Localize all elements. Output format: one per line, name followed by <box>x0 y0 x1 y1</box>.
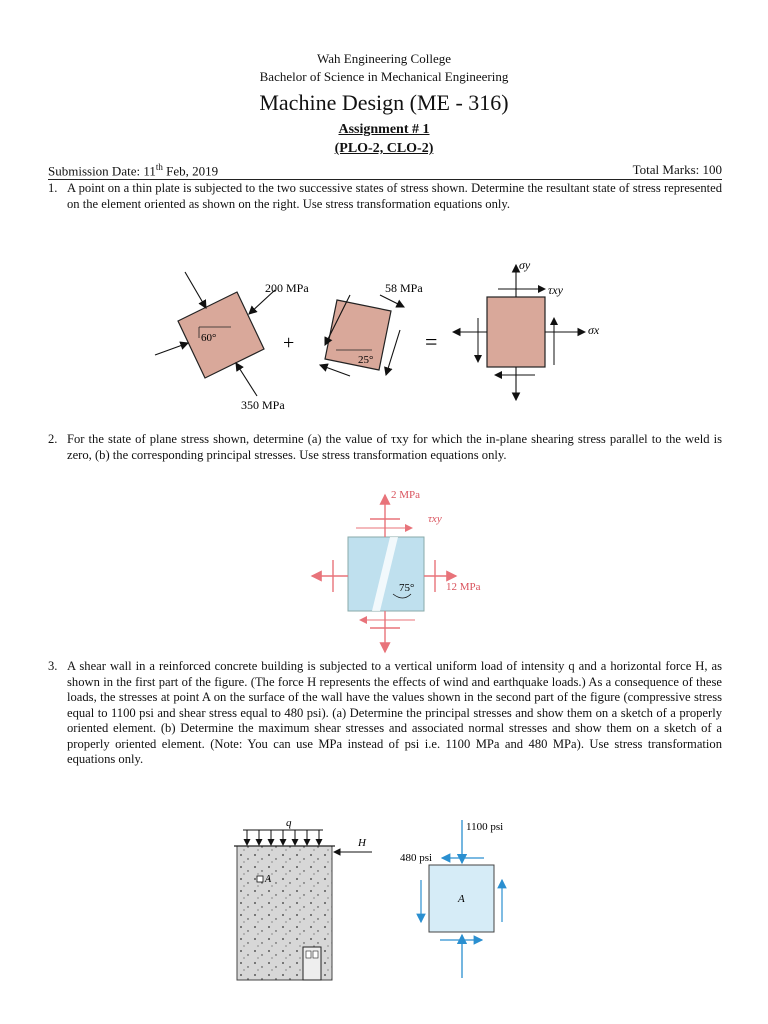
stress-element-middle <box>320 281 423 376</box>
label-480-psi: 480 psi <box>400 852 433 864</box>
q-label: q <box>286 817 292 829</box>
outcomes-label: (PLO-2, CLO-2) <box>334 141 434 156</box>
point-a-label: A <box>265 874 272 885</box>
equals-sign: = <box>425 329 438 354</box>
college-name: Wah Engineering College <box>317 51 451 66</box>
h-label: H <box>358 837 366 849</box>
submission-date: Submission Date: 11th Feb, 2019 <box>48 162 219 179</box>
shear-wall <box>234 817 372 980</box>
figure-3 <box>0 812 768 987</box>
svg-text:25°: 25° <box>358 354 374 366</box>
question-number: 2. <box>48 432 58 446</box>
question-text: A point on a thin plate is subjected to the two successive states of stress shown. Determine the resultant state of stress represented on the element oriented as shown on the right. Use stress transformation equations only. <box>67 181 722 211</box>
figure-1 <box>0 250 768 420</box>
sigma-y-label: σy <box>519 258 531 272</box>
label-1100-psi: 1100 psi <box>466 821 504 833</box>
plus-sign: + <box>283 332 295 354</box>
stress-element-right <box>453 258 600 400</box>
question-text: For the state of plane stress shown, determine (a) the value of τxy for which the in-plane shearing stress parallel to the weld is zero, (b) the corresponding principal stresses. Use stress transformation equations only. <box>67 432 722 462</box>
stress-element-a <box>400 820 503 978</box>
question-2 <box>48 432 722 463</box>
label-200-mpa: 200 MPa <box>265 281 309 295</box>
question-number: 3. <box>48 659 58 673</box>
question-text: A shear wall in a reinforced concrete building is subjected to a vertical uniform load of intensity q and a horizontal force H, as shown in the first part of the figure. (The force H represents the effects of wind and earthquake loads.) As a consequence of these loads, the stresses at point A on the surface of the wall have the values shown in the second part of the figure (compressive stress equal to 1100 psi and shear stress equal to 480 psi). (a) Determine the principal stresses and show them on a sketch of a properly oriented element. (b) Determine the maximum shear stresses and associated normal stresses and show them on a sketch of a properly oriented element. (Note: You can use MPa instead of psi i.e. 1100 MPa and 480 MPa). Use stress transformation equations only. <box>67 659 722 766</box>
tau-xy-label: τxy <box>548 283 563 297</box>
question-number: 1. <box>48 181 58 195</box>
figure-2 <box>0 485 768 655</box>
tau-xy-label: τxy <box>428 513 442 525</box>
label-58-mpa: 58 MPa <box>385 281 423 295</box>
angle-75-label: 75° <box>399 582 415 594</box>
assignment-title: Assignment # 1 <box>338 122 430 137</box>
question-3 <box>48 659 722 768</box>
label-12-mpa: 12 MPa <box>446 581 481 593</box>
label-2-mpa: 2 MPa <box>391 489 421 501</box>
course-title: Machine Design (ME - 316) <box>259 90 509 115</box>
question-1 <box>48 181 722 212</box>
label-350-mpa: 350 MPa <box>241 398 285 412</box>
degree-name: Bachelor of Science in Mechanical Engineering <box>259 69 509 84</box>
total-marks: Total Marks: 100 <box>632 162 722 177</box>
sigma-x-label: σx <box>588 323 600 337</box>
svg-text:60°: 60° <box>201 332 217 344</box>
element-a-label: A <box>458 893 465 905</box>
submission-row <box>48 162 722 180</box>
